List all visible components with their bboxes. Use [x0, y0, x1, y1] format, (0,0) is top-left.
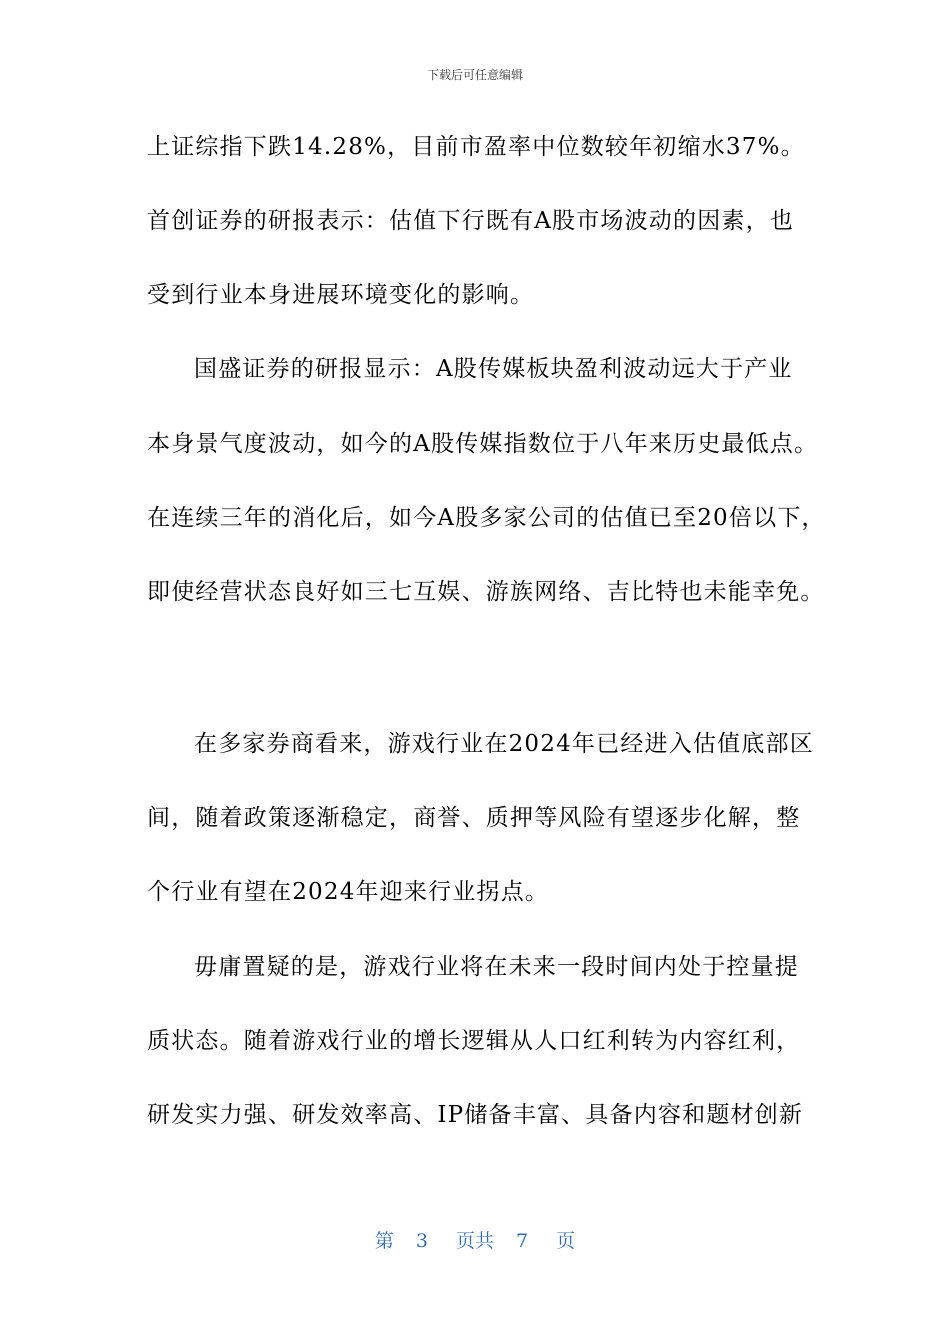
text-line: 质状态。随着游戏行业的增长逻辑从人口红利转为内容红利， [147, 1028, 801, 1054]
text-line: 国盛证券的研报显示：A股传媒板块盈利波动远大于产业 [194, 356, 793, 382]
text-line: 在连续三年的消化后，如今A股多家公司的估值已至20倍以下， [147, 505, 826, 531]
text-line: 个行业有望在2024年迎来行业拐点。 [147, 879, 550, 905]
text-line: 首创证券的研报表示：估值下行既有A股市场波动的因素，也 [147, 208, 795, 234]
text-line: 在多家券商看来，游戏行业在2024年已经进入估值底部区 [194, 731, 814, 757]
text-line: 上证综指下跌14.28%，目前市盈率中位数较年初缩水37%。 [147, 134, 805, 160]
text-line: 受到行业本身进展环境变化的影响。 [147, 282, 535, 308]
footer-page-number: 3 [415, 1230, 428, 1252]
footer-prefix: 第 [374, 1230, 394, 1252]
text-line: 研发实力强、研发效率高、IP储备丰富、具备内容和题材创新 [147, 1102, 804, 1128]
text-line: 即使经营状态良好如三七互娱、游族网络、吉比特也未能幸免。 [147, 579, 825, 605]
text-line: 间，随着政策逐渐稳定，商誉、质押等风险有望逐步化解，整 [147, 805, 801, 831]
footer-total-pages: 7 [516, 1230, 529, 1252]
text-line: 本身景气度波动，如今的A股传媒指数位于八年来历史最低点。 [147, 431, 819, 457]
footer-middle: 页共 [455, 1230, 494, 1252]
text-line: 毋庸置疑的是，游戏行业将在未来一段时间内处于控量提 [194, 954, 799, 980]
page-footer [0, 1226, 950, 1253]
footer-suffix: 页 [556, 1230, 576, 1252]
page-header: 下载后可任意编辑 [426, 68, 523, 82]
